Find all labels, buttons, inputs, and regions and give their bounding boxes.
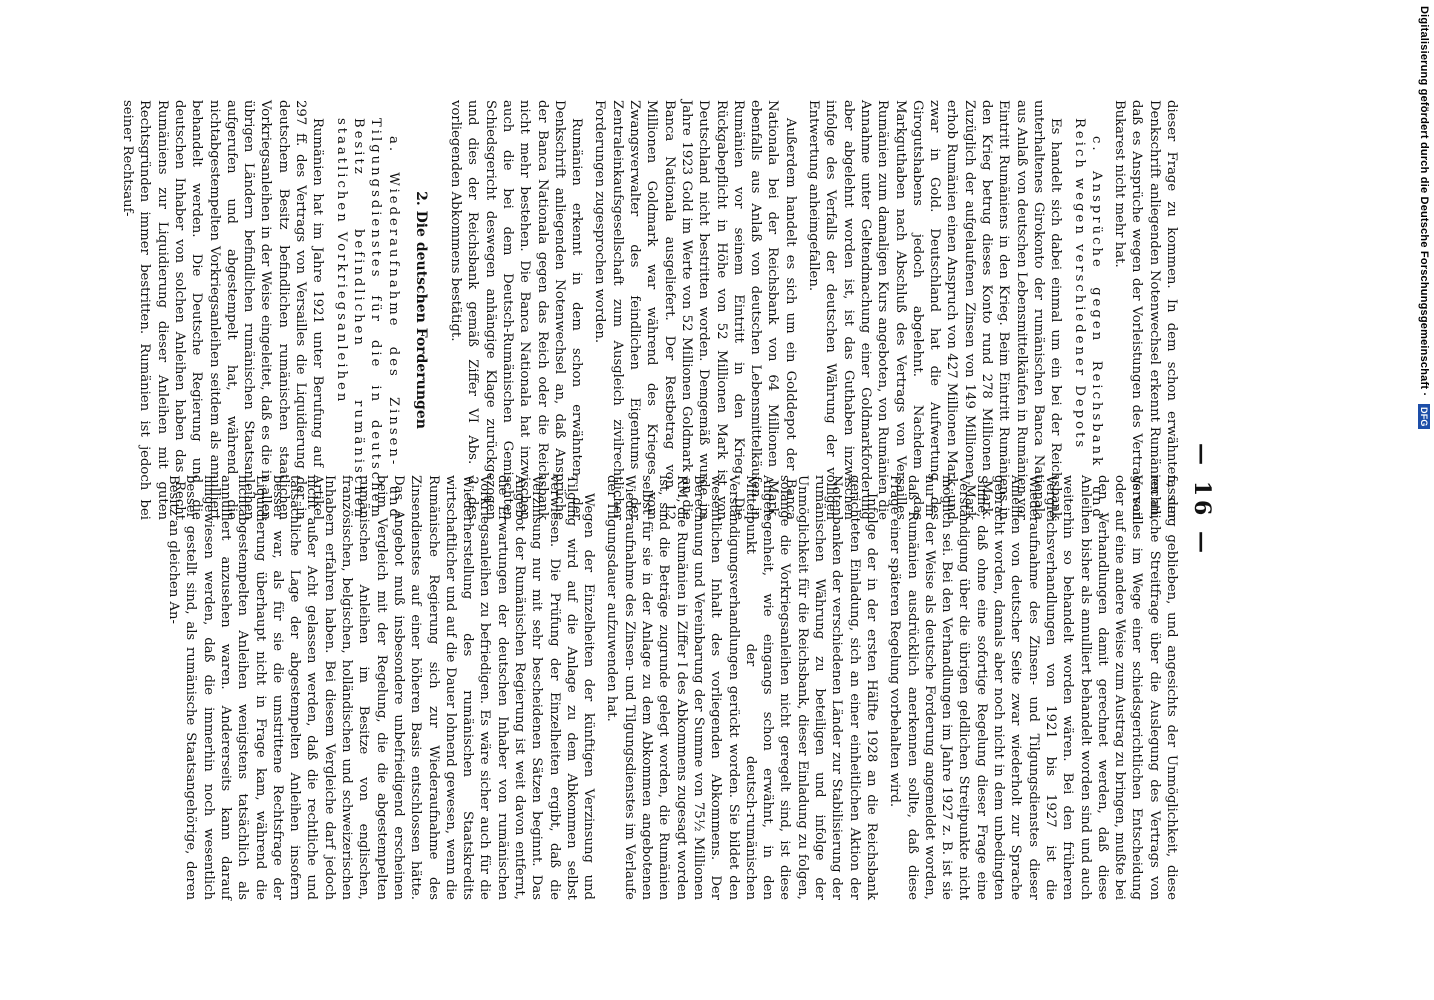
paragraph: Wegen der Einzelheiten der künftigen Verzinsung und Tilgung wird auf die Anlage zu dem Abkommen selbst verwiesen. Die Prüfung der Einzelheiten ergibt, daß die Verzinsung nur mit sehr bescheidenen Sätzen beginnt. Das Angebot der Rumänischen Regierung ist weit davon entfernt, die Erwartungen der deutschen Inhaber von rumänischen Vorkriegsanleihen zu befriedigen. Es wäre sicher auch für die Wiederherstellung des rumänischen Staatskredits wirtschaftlicher und auf die Dauer lohnend gewesen, wenn die Rumänische Regierung sich zur Wiederaufnahme des Zinsendienstes auf einer höheren Basis entschlossen hätte. Das Angebot muß insbesondere unbefriedigend erscheinen beim Vergleich mit der Regelung, die die abgestempelten rumänischen Anleihen im Besitze von englischen, französischen, belgischen, holländischen und schweizerischen Inhabern erfahren haben. Bei diesem Vergleiche darf jedoch nicht außer Acht gelassen werden, daß die rechtliche und tatsächliche Lage der abgestempelten Anleihen insofern besser war, als für sie die umstrittene Rechtsfrage der Liquidierung überhaupt nicht in Frage kam, während die nichtabgestempelten Anleihen wenigstens tatsächlich als annulliert anzusehen waren. Andererseits kann darauf hingewiesen werden, daß die immerhin noch wesentlich besser gestellt sind, als rumänische Staatsangehörige, deren Besitz an gleichen An- bbox=[166, 475, 597, 900]
paragraph: Es handelt sich dabei einmal um ein bei der Reichsbank unterhaltenes Girokonto der rumänischen Banca Nationala aus Anlaß von deutschen Lebensmittelkäufen in Rumänien vor Eintritt Rumäniens in den Krieg. Beim Eintritt Rumäniens in den Krieg betrug dieses Konto rund 278 Millionen Mark. Zuzüglich der aufgelaufenen Zinsen von 149 Millionen Mark erhob Rumänien einen Anspruch von 427 Millionen Mark, und zwar in Gold. Deutschland hat die Aufwertung des Girogutshabens jedoch abgelehnt. Nachdem das Markguthaben nach Abschluß des Vertrags von Versailles Rumänien zum damaligen Kurs angeboten, von Rumänien die Annahme unter Geltendmachung einer Goldmarkforderung aber abgelehnt worden ist, ist das Guthaben inzwischen infolge des Verfalls der deutschen Währung der völligen Entwertung anheimgefallen. bbox=[806, 100, 1064, 520]
paragraph: Außerdem handelt es sich um ein Golddepot der Banca Nationala bei der Reichsbank von 64 Millionen Mark, ebenfalls aus Anlaß von deutschen Lebensmittelkäufen in Rumänien vor seinem Eintritt in den Krieg. Die Rückgabepflicht in Höhe von 52 Millionen Mark ist von Deutschland nicht bestritten worden. Demgemäß wurde im Jahre 1923 Gold im Werte von 52 Millionen Goldmark an die Banca Nationala ausgeliefert. Der Restbetrag von 12 Millionen Goldmark war während des Krieges vom Zwangsverwalter des feindlichen Eigentums der Zentraleinkaufsgesellschaft zum Ausgleich zivilrechtlicher Forderungen zugesprochen worden. bbox=[592, 100, 798, 520]
paragraph: dieser Frage zu kommen. In dem schon erwähnten, der Denkschrift anliegenden Notenwechsel erkennt Rumänien an, daß es Ansprüche wegen der Vorleistungen des Vertrags von Bukarest nicht mehr hat. bbox=[1112, 100, 1179, 520]
paragraph: Rumänien hat im Jahre 1921 unter Berufung auf Artikel 297 ff. des Vertrags von Versailles die Liquidierung der in deutschem Besitz befindlichen rumänischen staatlichen Vorkriegsanleihen in der Weise eingeleitet, daß es die in allen übrigen Ländern befindlichen rumänischen Staatsanleihen aufgerufen und abgestempelt hat, während die nichtabgestempelten Vorkriegsanleihen seitdem als annulliert behandelt werden. Die Deutsche Regierung und die deutschen Inhaber von solchen Anleihen haben das Recht Rumäniens zur Liquidierung dieser Anleihen mit guten Rechtsgründen immer bestritten. Rumänien ist jedoch bei seiner Rechtsauf- bbox=[120, 100, 326, 520]
subsection-heading: a. Wiederaufnahme des Zinsen- und Tilgungsdienstes für die in deutschem Besitz befindlichen rumänischen staatlichen Vorkriegsanleihen bbox=[333, 118, 401, 520]
paragraph: Rumänien erkennt in dem schon erwähnten, der Denkschrift anliegenden Notenwechsel an, daß Ansprüche der Banca Nationala gegen das Reich oder die Reichsbank nicht mehr bestehen. Die Banca Nationala hat inzwischen auch die bei dem Deutsch-Rumänischen Gemischten Schiedsgericht deswegen anhängige Klage zurückgezogen und dies der Reichsbank gemäß Ziffer VI Abs. 2 des vorliegenden Abkommens bestätigt. bbox=[448, 100, 585, 520]
credit-text: Digitalisierung gefördert durch die Deutsche Forschungsgemeinschaft · bbox=[1418, 6, 1430, 397]
section-title: 2. Die deutschen Forderungen bbox=[412, 191, 429, 429]
left-column bbox=[113, 100, 1180, 520]
page-number: — 16 — bbox=[1189, 443, 1215, 557]
paragraph: Infolge der in der ersten Hälfte 1928 an die Reichsbank gerichteten Einladung, sich an einer einheitlichen Aktion der Notenbanken der verschiedenen Länder zur Stabilisierung der rumänischen Währung zu beteiligen und infolge der Unmöglichkeit für die Reichsbank, dieser Einladung zu folgen, solange die Vorkriegsanleihen nicht geregelt sind, ist diese Angelegenheit, wie eingangs schon erwähnt, in den Mittelpunkt der deutsch-rumänischen Verständigungsverhandlungen gerückt worden. Sie bildet den wesentlichen Inhalt des vorliegenden Abkommens. Der Berechnung und Vereinbarung der Summe von 75½ Millionen RM, die Rumänien in Ziffer I des Abkommens zugesagt worden ist, sind die Beträge zugrunde gelegt worden, die Rumänien selbst für sie in der Anlage zu dem Abkommen angebotenen Wiederaufnahme des Zinsen- und Tilgungsdienstes im Verlaufe der Tilgungsdauer aufzuwenden hat. bbox=[604, 475, 879, 900]
digitization-credit bbox=[1418, 6, 1430, 429]
right-column bbox=[159, 475, 1180, 900]
dfg-logo: DFG bbox=[1418, 404, 1430, 430]
paragraph: fassung geblieben, und angesichts der Unmöglichkeit, diese rechtliche Streitfrage über die Auslegung des Vertrags von Versailles im Wege einer schiedsgerichtlichen Entscheidung oder auf eine andere Weise zum Austrag zu bringen, mußte bei den Verhandlungen damit gerechnet werden, daß diese Anleihen bisher als annulliert behandelt worden sind und auch weiterhin so behandelt worden wären. Bei den früheren Vergleichsverhandlungen von 1921 bis 1927 ist die Wiederaufnahme des Zinsen- und Tilgungsdienstes dieser Anleihen von deutscher Seite zwar wiederholt zur Sprache gebracht worden, damals aber noch nicht in dem unbedingten Sinne, daß ohne eine sofortige Regelung dieser Frage eine Verständigung über die übrigen geldlichen Streitpunkte nicht möglich sei. Bei den Verhandlungen im Jahre 1927 z. B. ist sie nur in der Weise als deutsche Forderung angemeldet worden, daß Rumänien ausdrücklich anerkennen sollte, daß diese Frage einer späteren Regelung vorbehalten wird. bbox=[887, 475, 1179, 900]
subsection-heading: c. Ansprüche gegen Reichsbank und Reich wegen verschiedener Depots bbox=[1071, 118, 1104, 520]
